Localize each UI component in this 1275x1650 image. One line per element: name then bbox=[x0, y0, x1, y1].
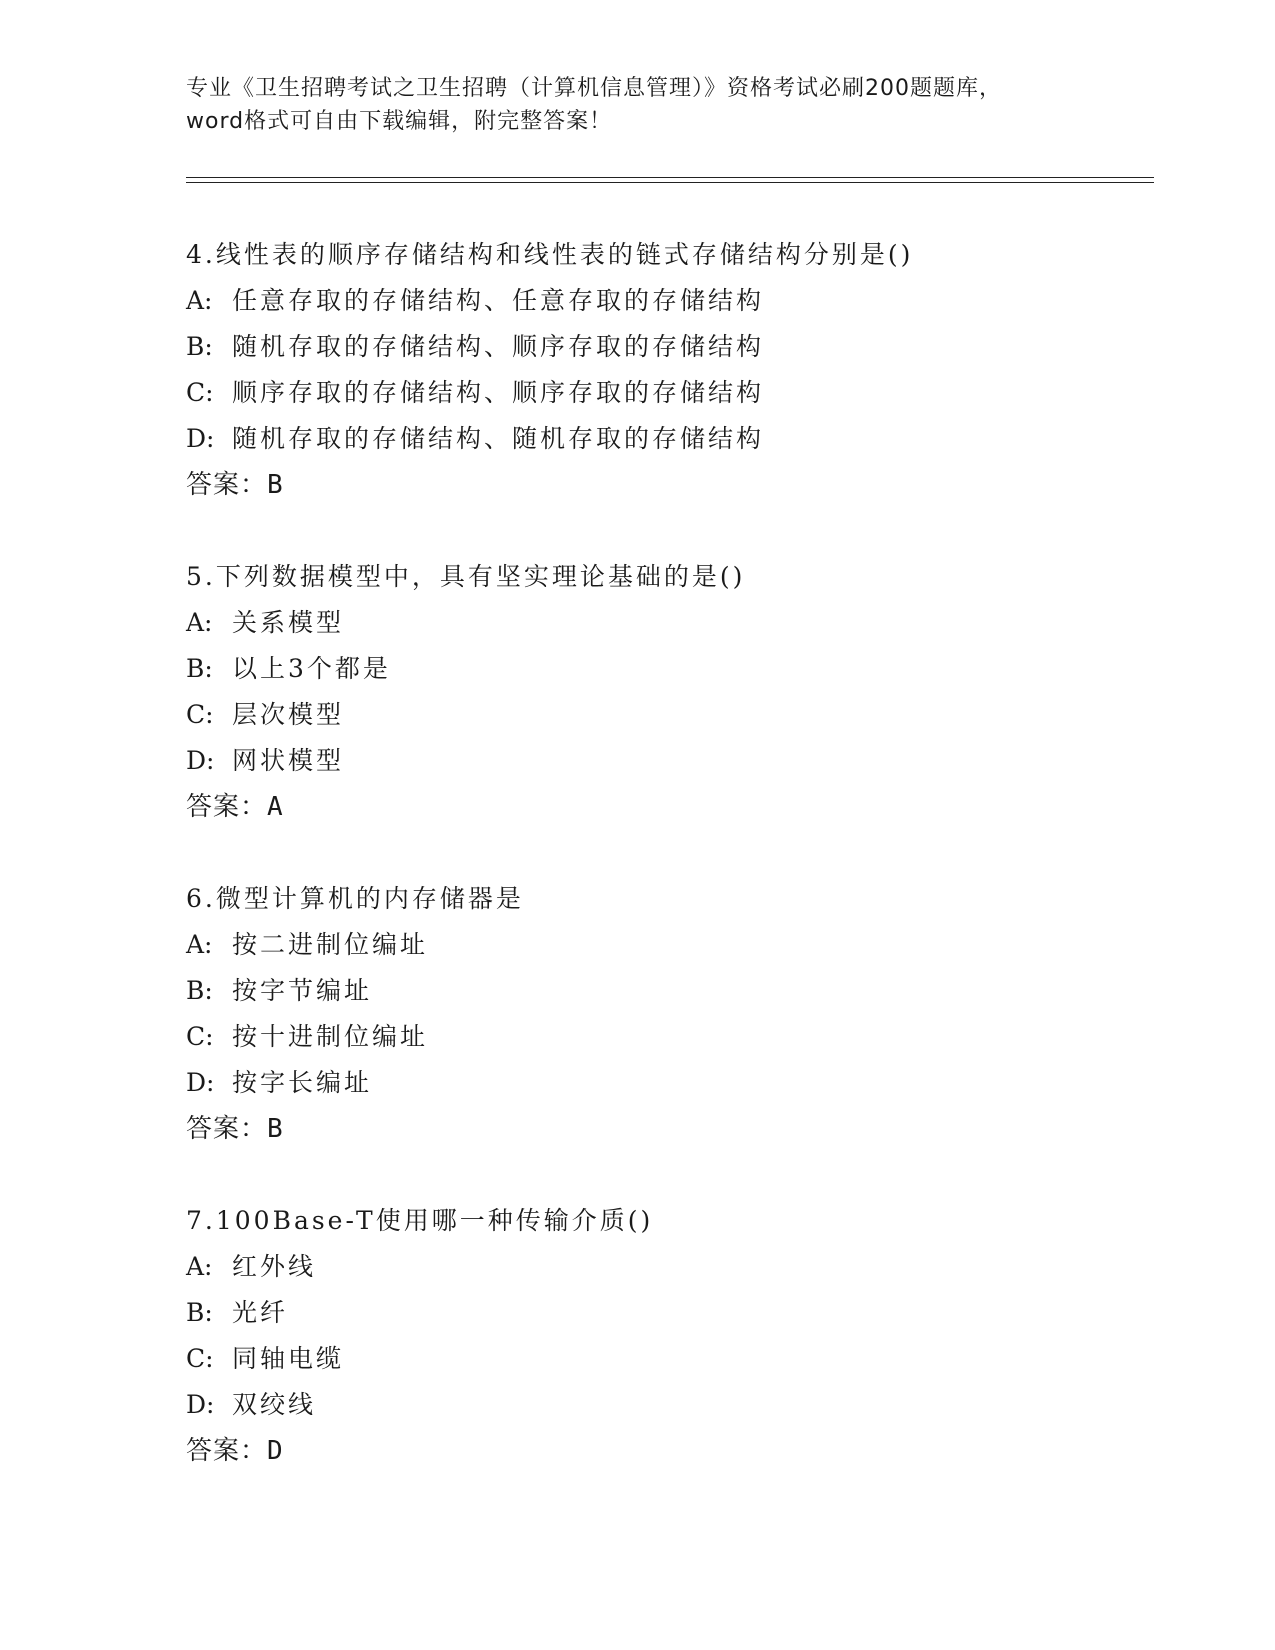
option-b bbox=[186, 968, 1136, 1014]
option-key: C: bbox=[186, 1344, 214, 1373]
option-text: 按字长编址 bbox=[232, 1068, 373, 1097]
option-d bbox=[186, 1060, 1136, 1106]
option-a bbox=[186, 278, 1136, 324]
question-title: 4.线性表的顺序存储结构和线性表的链式存储结构分别是() bbox=[186, 240, 914, 269]
option-d bbox=[186, 738, 1136, 784]
option-key: D: bbox=[186, 1068, 215, 1097]
header-line-2: word格式可自由下载编辑，附完整答案！ bbox=[186, 109, 613, 134]
question-block bbox=[186, 232, 1136, 508]
answer-line bbox=[186, 784, 1136, 830]
option-text: 顺序存取的存储结构、顺序存取的存储结构 bbox=[232, 378, 765, 407]
option-c bbox=[186, 1014, 1136, 1060]
option-key: B: bbox=[186, 332, 213, 361]
question-block bbox=[186, 554, 1136, 830]
option-key: C: bbox=[186, 1022, 214, 1051]
option-key: B: bbox=[186, 1298, 213, 1327]
option-a bbox=[186, 600, 1136, 646]
option-text: 层次模型 bbox=[232, 700, 345, 729]
answer-label: 答案： bbox=[186, 470, 268, 500]
option-key: D: bbox=[186, 1390, 215, 1419]
option-key: C: bbox=[186, 378, 214, 407]
header-divider-top bbox=[186, 177, 1154, 178]
option-text: 按字节编址 bbox=[232, 976, 373, 1005]
option-b bbox=[186, 1290, 1136, 1336]
answer-line bbox=[186, 462, 1136, 508]
question-block bbox=[186, 1198, 1136, 1474]
question-title: 6.微型计算机的内存储器是 bbox=[186, 884, 524, 913]
option-text: 随机存取的存储结构、顺序存取的存储结构 bbox=[232, 332, 765, 361]
option-text: 按十进制位编址 bbox=[232, 1022, 429, 1051]
option-a bbox=[186, 1244, 1136, 1290]
answer-label: 答案： bbox=[186, 792, 268, 822]
answer-line bbox=[186, 1106, 1136, 1152]
option-key: B: bbox=[186, 976, 213, 1005]
option-key: D: bbox=[186, 424, 215, 453]
question-title: 5.下列数据模型中，具有坚实理论基础的是() bbox=[186, 562, 746, 591]
option-text: 同轴电缆 bbox=[232, 1344, 345, 1373]
option-text: 按二进制位编址 bbox=[232, 930, 429, 959]
option-d bbox=[186, 416, 1136, 462]
option-text: 双绞线 bbox=[232, 1390, 317, 1419]
option-key: A: bbox=[186, 930, 213, 959]
option-c bbox=[186, 692, 1136, 738]
option-key: A: bbox=[186, 286, 213, 315]
option-text: 关系模型 bbox=[232, 608, 345, 637]
question-block bbox=[186, 876, 1136, 1152]
option-text: 以上3个都是 bbox=[232, 654, 391, 683]
option-text: 光纤 bbox=[232, 1298, 289, 1327]
option-key: C: bbox=[186, 700, 214, 729]
option-key: A: bbox=[186, 1252, 213, 1281]
option-d bbox=[186, 1382, 1136, 1428]
question-title: 7.100Base-T使用哪一种传输介质() bbox=[186, 1206, 654, 1235]
option-text: 任意存取的存储结构、任意存取的存储结构 bbox=[232, 286, 765, 315]
header-line-1: 专业《卫生招聘考试之卫生招聘（计算机信息管理）》资格考试必刷200题题库， bbox=[186, 76, 1002, 101]
option-b bbox=[186, 646, 1136, 692]
answer-value: B bbox=[267, 1114, 284, 1144]
option-key: A: bbox=[186, 608, 213, 637]
answer-value: A bbox=[267, 792, 284, 822]
option-a bbox=[186, 922, 1136, 968]
option-text: 随机存取的存储结构、随机存取的存储结构 bbox=[232, 424, 765, 453]
answer-line bbox=[186, 1428, 1136, 1474]
answer-value: D bbox=[267, 1436, 284, 1466]
option-key: B: bbox=[186, 654, 213, 683]
answer-value: B bbox=[267, 470, 284, 500]
document-header bbox=[186, 72, 1086, 138]
option-c bbox=[186, 370, 1136, 416]
option-key: D: bbox=[186, 746, 215, 775]
answer-label: 答案： bbox=[186, 1436, 268, 1466]
option-b bbox=[186, 324, 1136, 370]
header-divider-bottom bbox=[186, 182, 1154, 183]
answer-label: 答案： bbox=[186, 1114, 268, 1144]
option-c bbox=[186, 1336, 1136, 1382]
option-text: 红外线 bbox=[232, 1252, 317, 1281]
option-text: 网状模型 bbox=[232, 746, 345, 775]
